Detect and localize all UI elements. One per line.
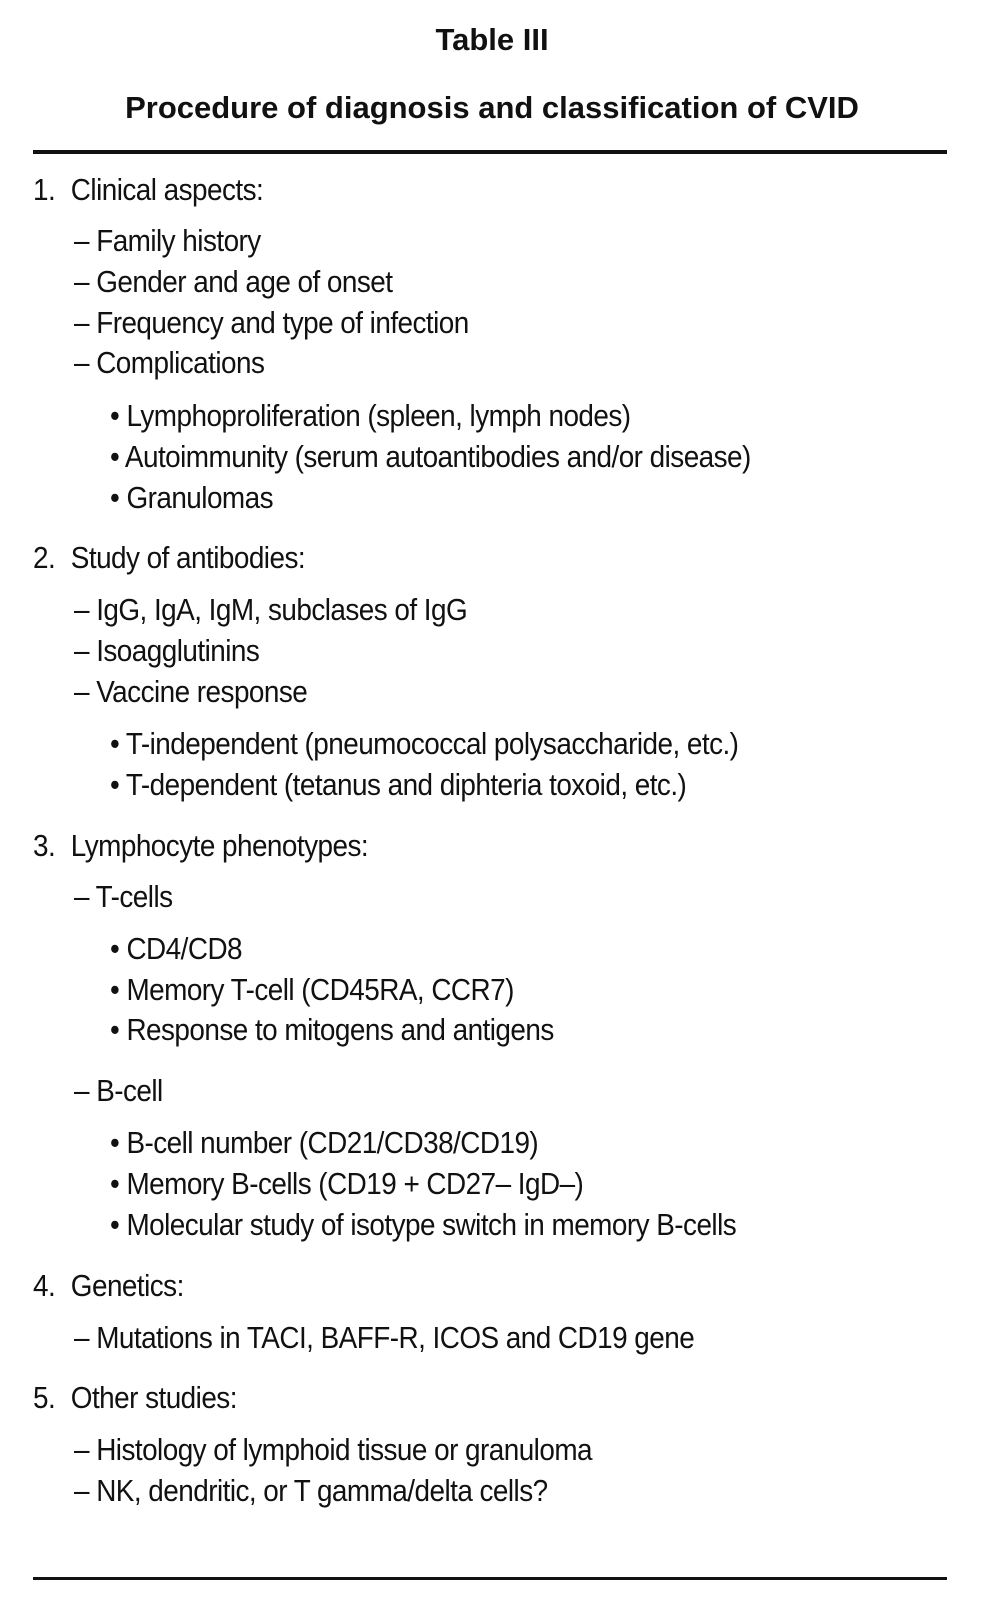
sub-list-item: • Molecular study of isotype switch in memory B-cells xyxy=(110,1207,737,1242)
list-item: – NK, dendritic, or T gamma/delta cells? xyxy=(74,1473,548,1508)
section-heading-other-studies: 5. Other studies: xyxy=(33,1380,237,1415)
sub-list-item: • Memory B-cells (CD19 + CD27– IgD–) xyxy=(110,1166,584,1201)
sub-list-item: • Granulomas xyxy=(110,480,274,515)
section-heading-clinical: 1. Clinical aspects: xyxy=(33,172,264,207)
table-subtitle: Procedure of diagnosis and classification of CVID xyxy=(125,90,859,125)
section-heading-genetics: 4. Genetics: xyxy=(33,1268,184,1303)
sub-list-item: • Response to mitogens and antigens xyxy=(110,1012,554,1047)
list-item: – Gender and age of onset xyxy=(74,264,393,299)
sub-list-item: • Lymphoproliferation (spleen, lymph nodes) xyxy=(110,398,631,433)
section-heading-antibodies: 2. Study of antibodies: xyxy=(33,540,306,575)
sub-list-item: • T-dependent (tetanus and diphteria toxoid, etc.) xyxy=(110,767,687,802)
list-item: – T-cells xyxy=(74,879,173,914)
list-item: – B-cell xyxy=(74,1073,163,1108)
sub-list-item: • Autoimmunity (serum autoantibodies and/or disease) xyxy=(110,439,751,474)
list-item: – Vaccine response xyxy=(74,674,308,709)
list-item: – Isoagglutinins xyxy=(74,633,260,668)
list-item: – Family history xyxy=(74,223,261,258)
list-item: – Frequency and type of infection xyxy=(74,305,469,340)
table-title: Table III xyxy=(435,22,549,57)
sub-list-item: • Memory T-cell (CD45RA, CCR7) xyxy=(110,972,514,1007)
section-heading-lymphocytes: 3. Lymphocyte phenotypes: xyxy=(33,828,369,863)
sub-list-item: • CD4/CD8 xyxy=(110,931,243,966)
list-item: – Histology of lymphoid tissue or granuloma xyxy=(74,1432,593,1467)
list-item: – Mutations in TACI, BAFF-R, ICOS and CD19 gene xyxy=(74,1320,695,1355)
bottom-rule xyxy=(33,1577,947,1580)
sub-list-item: • B-cell number (CD21/CD38/CD19) xyxy=(110,1125,539,1160)
top-rule xyxy=(33,150,947,154)
list-item: – IgG, IgA, IgM, subclases of IgG xyxy=(74,592,468,627)
list-item: – Complications xyxy=(74,345,265,380)
sub-list-item: • T-independent (pneumococcal polysaccharide, etc.) xyxy=(110,726,739,761)
